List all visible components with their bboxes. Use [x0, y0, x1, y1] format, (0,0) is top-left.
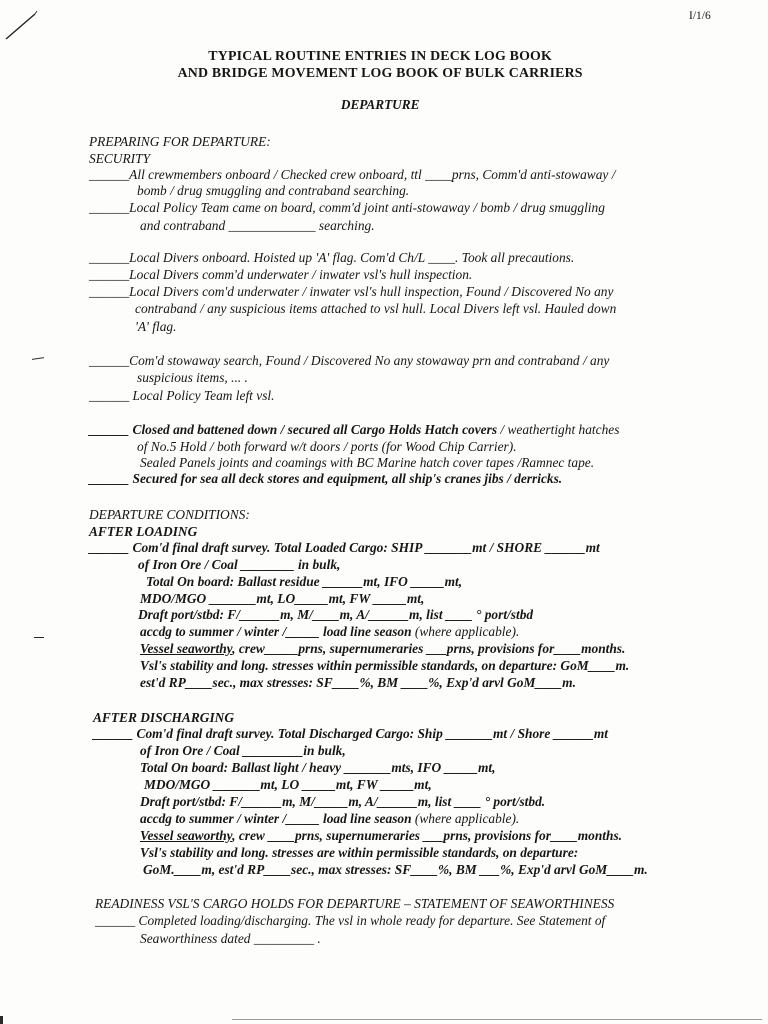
- crew-provisions-text: , crew ____prns, supernumeraries ___prns, provisions for____months.: [232, 828, 623, 843]
- discharging-line: Total On board: Ballast light / heavy _______mts, IFO _____mt,: [140, 760, 496, 775]
- entry-line: bomb / drug smuggling and contraband searching.: [137, 183, 410, 198]
- where-applicable-text: (where applicable).: [411, 811, 520, 826]
- load-line-text: accdg to summer / winter /_____ load line season: [140, 624, 412, 639]
- discharging-line: of Iron Ore / Coal _________in bulk,: [140, 743, 346, 758]
- document-title-line-2: AND BRIDGE MOVEMENT LOG BOOK OF BULK CARRIERS: [177, 66, 583, 81]
- entry-line: contraband / any suspicious items attached to vsl hull. Local Divers left vsl. Hauled down: [135, 301, 617, 316]
- discharging-line: Vsl's stability and long. stresses are within permissible standards, on departure:: [140, 845, 579, 860]
- entry-line-hatch-covers: [89, 423, 619, 436]
- section-title-departure: DEPARTURE: [340, 97, 420, 112]
- readiness-line: Seaworthiness dated _________ .: [140, 931, 321, 946]
- entry-line: of No.5 Hold / both forward w/t doors / ports (for Wood Chip Carrier).: [137, 439, 517, 454]
- vessel-seaworthy-text: Vessel seaworthy: [140, 641, 233, 656]
- heading-departure-conditions: DEPARTURE CONDITIONS:: [89, 507, 250, 522]
- hatch-covers-text: / weathertight hatches: [497, 422, 620, 437]
- entry-line: and contraband _____________ searching.: [140, 218, 375, 233]
- loading-line: Draft port/stbd: F/______m, M/____m, A/______m, list ____ ° port/stbd: [138, 607, 534, 622]
- scan-corner-mark: [0, 1016, 3, 1024]
- discharging-line: GoM.____m, est'd RP____sec., max stresses: SF____%, BM ___%, Exp'd arvl GoM____m.: [143, 862, 648, 877]
- discharging-line: ______ Com'd final draft survey. Total Discharged Cargo: Ship _______mt / Shore ______mt: [93, 726, 608, 741]
- loading-line: [140, 642, 625, 655]
- page-reference: I/1/6: [689, 10, 711, 22]
- crew-provisions-text: , crew_____prns, supernumeraries ___prns, provisions for____months.: [232, 641, 626, 656]
- loading-line: Total On board: Ballast residue ______mt, IFO _____mt,: [146, 574, 463, 589]
- heading-after-discharging: AFTER DISCHARGING: [93, 710, 235, 725]
- discharging-line: Draft port/stbd: F/______m, M/_____m, A/______m, list ____ ° port/stbd.: [140, 794, 546, 809]
- hatch-covers-bold-text: ______ Closed and battened down / secured all Cargo Holds Hatch covers: [89, 422, 498, 437]
- discharging-line: [140, 812, 519, 825]
- entry-line: ______Com'd stowaway search, Found / Discovered No any stowaway prn and contraband / any: [89, 353, 610, 368]
- where-applicable-text: (where applicable).: [411, 624, 520, 639]
- heading-preparing-for-departure: PREPARING FOR DEPARTURE:: [89, 134, 271, 149]
- loading-line: est'd RP____sec., max stresses: SF____%, BM ____%, Exp'd arvl GoM____m.: [140, 675, 576, 690]
- margin-dash-mark: [32, 357, 44, 360]
- entry-line: ______Local Policy Team came on board, comm'd joint anti-stowaway / bomb / drug smuggling: [89, 200, 605, 215]
- pen-stroke-mark: [2, 6, 42, 42]
- vessel-seaworthy-text: Vessel seaworthy: [140, 828, 233, 843]
- entry-line: 'A' flag.: [135, 319, 177, 334]
- entry-line: ______Local Divers onboard. Hoisted up 'A' flag. Com'd Ch/L ____. Took all precautions.: [89, 250, 575, 265]
- scan-bottom-edge: [232, 1019, 762, 1020]
- loading-line: [140, 625, 519, 638]
- heading-security: SECURITY: [89, 151, 151, 166]
- entry-line: suspicious items, ... .: [137, 370, 248, 385]
- load-line-text: accdg to summer / winter /_____ load line season: [140, 811, 412, 826]
- loading-line: MDO/MGO _______mt, LO_____mt, FW _____mt,: [140, 591, 425, 606]
- entry-line-deck-stores: ______ Secured for sea all deck stores and equipment, all ship's cranes jibs / derricks.: [89, 471, 563, 486]
- entry-line: ______All crewmembers onboard / Checked crew onboard, ttl ____prns, Comm'd anti-stowaway /: [89, 167, 616, 182]
- discharging-line: MDO/MGO _______mt, LO _____mt, FW _____mt,: [144, 777, 432, 792]
- loading-line: ______ Com'd final draft survey. Total Loaded Cargo: SHIP _______mt / SHORE ______mt: [89, 540, 600, 555]
- entry-line: ______Local Divers com'd underwater / inwater vsl's hull inspection, Found / Discovered No any: [89, 284, 614, 299]
- discharging-line: [140, 829, 622, 842]
- document-title-line-1: TYPICAL ROUTINE ENTRIES IN DECK LOG BOOK: [208, 49, 553, 64]
- loading-line: of Iron Ore / Coal ________ in bulk,: [138, 557, 341, 572]
- heading-readiness-seaworthiness: READINESS VSL'S CARGO HOLDS FOR DEPARTURE – STATEMENT OF SEAWORTHINESS: [95, 896, 615, 911]
- margin-dash-mark: [34, 637, 44, 638]
- entry-line: ______Local Divers comm'd underwater / inwater vsl's hull inspection.: [89, 267, 473, 282]
- readiness-line: ______ Completed loading/discharging. The vsl in whole ready for departure. See Statement of: [95, 913, 606, 928]
- heading-after-loading: AFTER LOADING: [89, 524, 198, 539]
- loading-line: Vsl's stability and long. stresses within permissible standards, on departure: GoM____m.: [140, 658, 630, 673]
- entry-line: Sealed Panels joints and coamings with BC Marine hatch cover tapes /Ramnec tape.: [140, 455, 595, 470]
- entry-line: ______ Local Policy Team left vsl.: [89, 388, 275, 403]
